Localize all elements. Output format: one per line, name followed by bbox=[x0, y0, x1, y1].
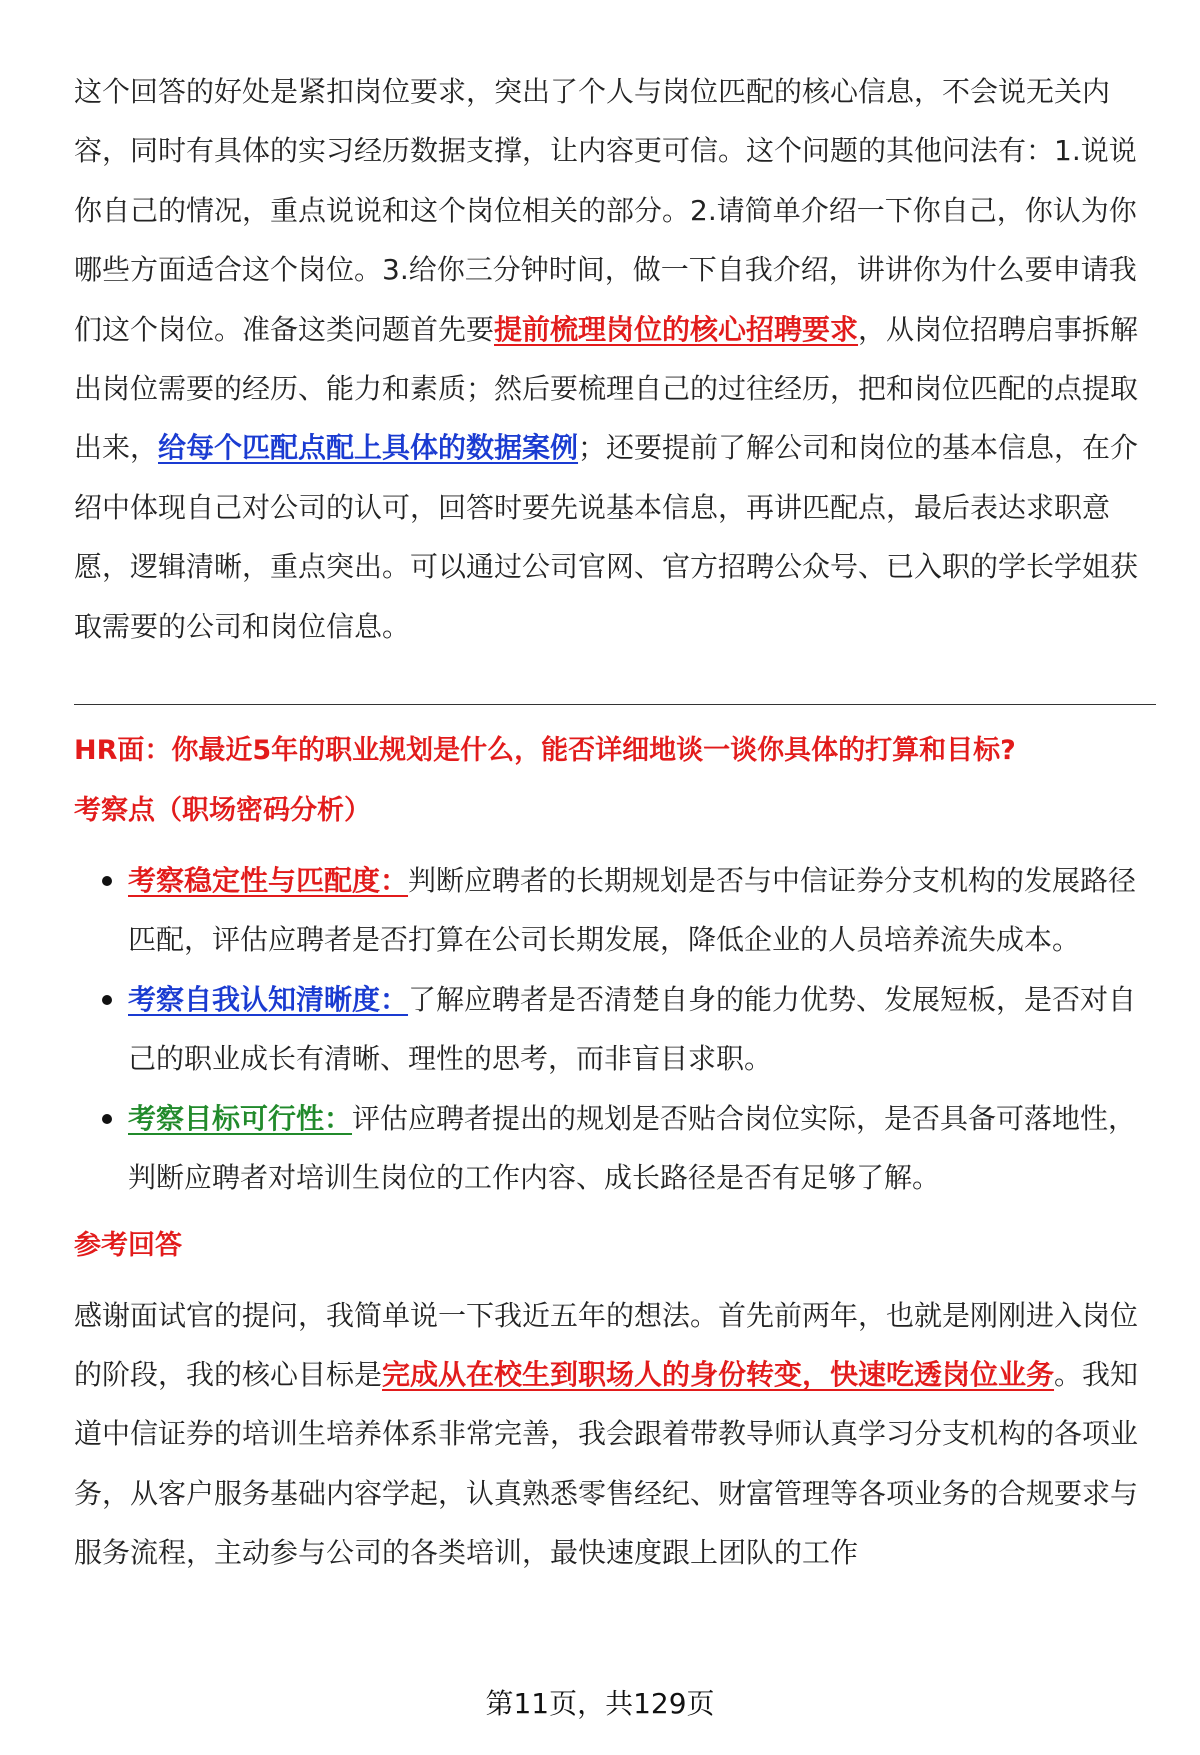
intro-text-3: ；还要提前了解公司和岗位的基本信息，在介绍中体现自己对公司的认可，回答时要先说基本信息，再讲匹配点，最后表达求职意愿，逻辑清晰，重点突出。可以通过公司官网、官方招聘公众号、已入职的学长学姐获取需要的公司和岗位信息。 bbox=[74, 431, 1139, 643]
bullet-icon bbox=[102, 1114, 112, 1124]
intro-paragraph bbox=[74, 62, 1154, 656]
point-label: 考察目标可行性： bbox=[128, 1101, 353, 1135]
question-title: HR面：你最近5年的职业规划是什么，能否详细地谈一谈你具体的打算和目标? bbox=[74, 735, 1016, 767]
page-number: 第11页，共129页 bbox=[485, 1687, 715, 1720]
list-item bbox=[74, 851, 1154, 970]
point-text: 判断应聘者的长期规划是否与中信证券分支机构的发展路径匹配，评估应聘者是否打算在公司长期发展，降低企业的人员培养流失成本。 bbox=[128, 864, 1137, 957]
exam-points-heading: 考察点（职场密码分析） bbox=[74, 795, 371, 827]
list-item bbox=[74, 970, 1154, 1089]
point-text: 评估应聘者提出的规划是否贴合岗位实际，是否具备可落地性，判断应聘者对培训生岗位的工作内容、成长路径是否有足够了解。 bbox=[128, 1101, 1137, 1195]
reference-answer-heading: 参考回答 bbox=[74, 1229, 182, 1261]
answer-paragraph bbox=[74, 1286, 1154, 1583]
point-label: 考察自我认知清晰度： bbox=[128, 982, 409, 1016]
intro-text-1: 这个回答的好处是紧扣岗位要求，突出了个人与岗位匹配的核心信息，不会说无关内容，同时有具体的实习经历数据支撑，让内容更可信。这个问题的其他问法有：1.说说你自己的情况，重点说说和这个岗位相关的部分。2.请简单介绍一下你自己，你认为你哪些方面适合这个岗位。3.给你三分钟时间，做一下自我介绍，讲讲你为什么要申请我们这个岗位。准备这类问题首先要 bbox=[74, 75, 1137, 346]
intro-highlight-1: 提前梳理岗位的核心招聘要求 bbox=[494, 312, 859, 346]
point-text: 了解应聘者是否清楚自身的能力优势、发展短板，是否对自己的职业成长有清晰、理性的思考，而非盲目求职。 bbox=[128, 982, 1137, 1076]
answer-text-2: 。我知道中信证券的培训生培养体系非常完善，我会跟着带教导师认真学习分支机构的各项业务，从客户服务基础内容学起，认真熟悉零售经纪、财富管理等各项业务的合规要求与服务流程，主动参与公司的各类培训，最快速度跟上团队的工作 bbox=[74, 1357, 1139, 1570]
point-label: 考察稳定性与匹配度： bbox=[128, 864, 409, 898]
list-item bbox=[74, 1089, 1154, 1208]
exam-points-list bbox=[74, 851, 1154, 1207]
answer-text-1: 感谢面试官的提问，我简单说一下我近五年的想法。首先前两年，也就是刚刚进入岗位的阶段，我的核心目标是 bbox=[74, 1298, 1139, 1391]
answer-highlight: 完成从在校生到职场人的身份转变，快速吃透岗位业务 bbox=[382, 1357, 1055, 1391]
section-divider bbox=[74, 704, 1156, 705]
intro-highlight-2: 给每个匹配点配上具体的数据案例 bbox=[158, 431, 579, 465]
bullet-icon bbox=[102, 876, 112, 886]
page-content bbox=[74, 62, 1154, 1583]
bullet-icon bbox=[102, 995, 112, 1005]
intro-text-2: ，从岗位招聘启事拆解出岗位需要的经历、能力和素质；然后要梳理自己的过往经历，把和岗位匹配的点提取出来， bbox=[74, 312, 1139, 465]
